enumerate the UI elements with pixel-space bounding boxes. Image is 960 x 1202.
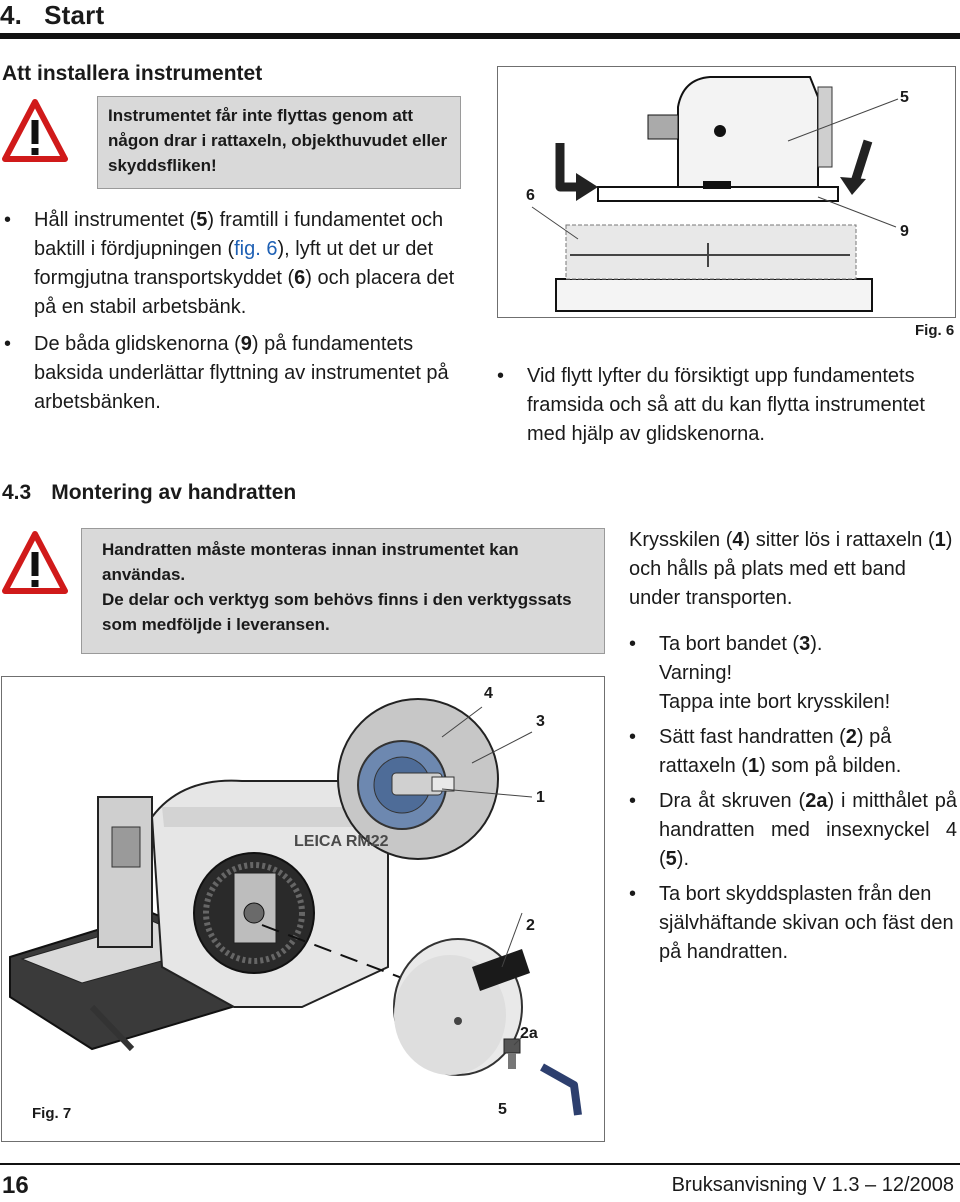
warning-box-install [97, 96, 461, 189]
fig7-callout-3: 3 [536, 713, 545, 730]
handwheel-intro: Krysskilen (4) sitter lös i rattaxeln (1) och hålls på plats med ett band under transporten. [629, 529, 953, 609]
fig6-link[interactable]: fig. 6 [234, 238, 278, 260]
warning-icon [2, 530, 68, 596]
list-item: • Håll instrumentet (5) framtill i fundamentet och baktill i fördjupningen (fig. 6), lyft ut det ur det formgjutna transportskyddet (6) och placera det på en stabil arbetsbänk. [4, 206, 462, 322]
chapter-number: 4. [0, 0, 23, 30]
figure-6-caption: Fig. 6 [915, 322, 955, 339]
list-item: • Ta bort bandet (3). Varning! Tappa inte bort krysskilen! [629, 630, 957, 717]
chapter-name: Start [44, 0, 105, 30]
warning-line-2: De delar och verktyg som behövs finns i den verktygssats som medföljde i leveransen. [102, 590, 572, 634]
warning-icon [2, 98, 68, 164]
section-name: Montering av handratten [51, 481, 297, 504]
section-title-handwheel [2, 481, 296, 505]
chapter-title [0, 0, 104, 31]
leica-logo-text: LEICA RM22 [294, 833, 389, 850]
fig6-callout-6: 6 [526, 187, 535, 204]
fig7-callout-5: 5 [498, 1101, 507, 1118]
section-number: 4.3 [2, 481, 32, 504]
fig7-callout-2a: 2a [520, 1025, 538, 1042]
figure-7-frame [1, 676, 605, 1142]
list-item: • Sätt fast handratten (2) på rattaxeln (1) som på bilden. [629, 723, 957, 781]
list-item: • Vid flytt lyfter du försiktigt upp fundamentets framsida och så att du kan flytta instrumentet med hjälp av glidskenorna. [497, 362, 956, 449]
header-rule [0, 33, 960, 39]
document-info: Bruksanvisning V 1.3 – 12/2008 [671, 1174, 954, 1196]
fig7-callout-2: 2 [526, 917, 535, 934]
figure-7-illustration [2, 677, 604, 1141]
fig6-callout-9: 9 [900, 223, 909, 240]
page-number: 16 [2, 1172, 29, 1199]
fig7-callout-1: 1 [536, 789, 545, 806]
warning-line-1: Handratten måste monteras innan instrumentet kan användas. [102, 540, 519, 584]
list-item: • Dra åt skruven (2a) i mitthålet på handratten med insexnyckel 4 (5). [629, 787, 957, 874]
handwheel-steps [629, 630, 957, 967]
footer-rule [0, 1163, 960, 1165]
fig6-callout-5: 5 [900, 89, 909, 106]
install-bullet-list [4, 206, 462, 417]
fig7-callout-4: 4 [484, 685, 493, 702]
figure-6-illustration [498, 67, 955, 317]
warning-box-handwheel [81, 528, 605, 654]
warning-text: Instrumentet får inte flyttas genom att någon drar i rattaxeln, objekthuvudet eller skyddsfliken! [108, 106, 448, 175]
list-item: • Ta bort skyddsplasten från den självhäftande skivan och fäst den på handratten. [629, 880, 957, 967]
move-bullet-list [497, 362, 956, 449]
figure-7-caption: Fig. 7 [32, 1105, 72, 1122]
section-title-install: Att installera instrumentet [2, 62, 263, 85]
list-item: • De båda glidskenorna (9) på fundamentets baksida underlättar flyttning av instrumentet på arbetsbänken. [4, 330, 462, 417]
figure-6-frame [497, 66, 956, 318]
